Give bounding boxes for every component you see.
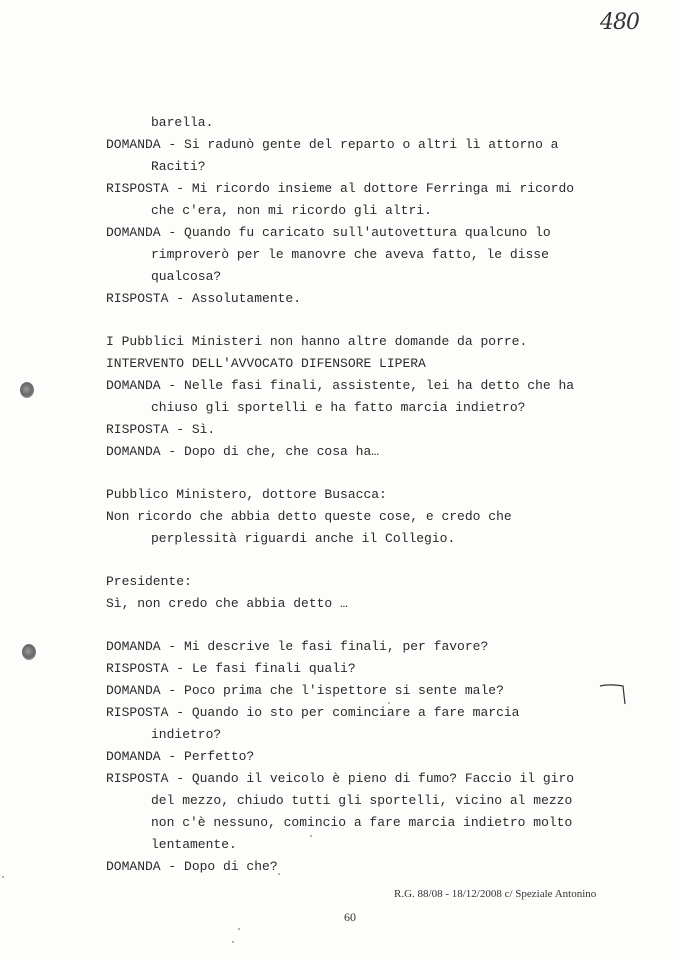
- footer-case-reference: R.G. 88/08 - 18/12/2008 c/ Speziale Antonino: [394, 888, 597, 900]
- paragraph-gap: [106, 463, 596, 484]
- scan-speck: [388, 702, 390, 704]
- transcript-line: I Pubblici Ministeri non hanno altre domande da porre.: [106, 334, 528, 349]
- transcript-line: barella.: [151, 115, 214, 130]
- speaker-heading: Pubblico Ministero, dottore Busacca:: [106, 487, 387, 502]
- transcript-line: non c'è nessuno, comincio a fare marcia indietro molto: [151, 815, 573, 830]
- transcript-line: RISPOSTA - Mi ricordo insieme al dottore Ferringa mi ricordo: [106, 181, 575, 196]
- scan-speck: [2, 876, 4, 878]
- transcript-line: RISPOSTA - Quando il veicolo è pieno di fumo? Faccio il giro: [106, 771, 575, 786]
- transcript-line: DOMANDA - Dopo di che, che cosa ha…: [106, 444, 380, 459]
- transcript-line: qualcosa?: [151, 269, 222, 284]
- handwritten-page-number: 480: [600, 10, 639, 35]
- transcript-line: RISPOSTA - Assolutamente.: [106, 291, 302, 306]
- transcript-line: lentamente.: [151, 837, 237, 852]
- scan-speck: [232, 941, 234, 943]
- transcript-line: DOMANDA - Perfetto?: [106, 749, 255, 764]
- paragraph-gap: [106, 615, 596, 636]
- transcript-line: DOMANDA - Mi descrive le fasi finali, per favore?: [106, 639, 489, 654]
- scan-speck: [278, 873, 280, 875]
- transcript-line: RISPOSTA - Le fasi finali quali?: [106, 661, 356, 676]
- transcript-line: chiuso gli sportelli e ha fatto marcia indietro?: [151, 400, 526, 415]
- paragraph-gap: [106, 550, 596, 571]
- transcript-line: RISPOSTA - Quando io sto per cominciare a fare marcia: [106, 705, 520, 720]
- punch-hole-mark: [22, 644, 36, 660]
- transcript-line: DOMANDA - Nelle fasi finali, assistente, lei ha detto che ha: [106, 378, 575, 393]
- transcript-line: DOMANDA - Poco prima che l'ispettore si sente male?: [106, 683, 504, 698]
- punch-hole-mark: [20, 382, 34, 398]
- scan-speck: [310, 835, 312, 837]
- transcript-line: del mezzo, chiudo tutti gli sportelli, vicino al mezzo: [151, 793, 573, 808]
- transcript-line: Sì, non credo che abbia detto …: [106, 596, 348, 611]
- page-number: 60: [344, 910, 356, 924]
- transcript-line: Raciti?: [151, 159, 206, 174]
- paragraph-gap: [106, 310, 596, 331]
- speaker-heading: Presidente:: [106, 574, 192, 589]
- transcript-line: DOMANDA - Si radunò gente del reparto o altri lì attorno a: [106, 137, 559, 152]
- transcript-line: DOMANDA - Dopo di che?: [106, 859, 278, 874]
- transcript-line: perplessità riguardi anche il Collegio.: [151, 531, 456, 546]
- transcript-line: rimproverò per le manovre che aveva fatto, le disse: [151, 247, 549, 262]
- transcript-line: indietro?: [151, 727, 222, 742]
- transcript-line: Non ricordo che abbia detto queste cose, e credo che: [106, 509, 512, 524]
- transcript-line: RISPOSTA - Sì.: [106, 422, 216, 437]
- scan-speck: [238, 928, 240, 930]
- transcript-body: [106, 112, 596, 878]
- transcript-line: DOMANDA - Quando fu caricato sull'autovettura qualcuno lo: [106, 225, 551, 240]
- margin-pen-mark: [598, 682, 626, 706]
- section-heading: INTERVENTO DELL'AVVOCATO DIFENSORE LIPERA: [106, 356, 426, 371]
- transcript-line: che c'era, non mi ricordo gli altri.: [151, 203, 432, 218]
